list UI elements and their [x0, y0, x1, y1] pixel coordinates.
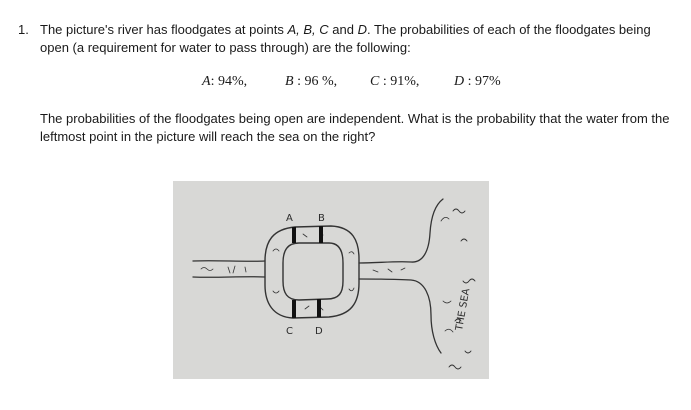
probability-value: 94%,	[217, 74, 248, 89]
intro-text-start: The picture's river has floodgates at points	[40, 22, 288, 37]
separator: :	[293, 74, 305, 89]
probability-c	[370, 74, 419, 90]
probability-list	[0, 74, 691, 94]
intro-text-end: . The probabilities of each of the floodgates being open (a requirement for water to pass through) are the following:	[40, 22, 651, 55]
gate-name: B	[285, 74, 294, 89]
probability-b	[285, 74, 337, 90]
gate-name: D	[454, 74, 465, 89]
separator: :	[210, 74, 218, 89]
label-sea: THE SEA	[454, 287, 473, 332]
problem-question: The probabilities of the floodgates being open are independent. What is the probability that the water from the leftmost point in the picture will reach the sea on the right?	[40, 111, 670, 144]
separator: :	[379, 74, 391, 89]
gate-name: C	[370, 74, 380, 89]
separator: :	[464, 74, 476, 89]
probability-d	[454, 74, 501, 90]
label-a: A	[286, 213, 293, 224]
gate-last: D	[357, 22, 367, 37]
gate-list: A, B, C	[287, 22, 329, 37]
label-c: C	[286, 326, 293, 337]
problem-number: 1.	[18, 22, 29, 37]
probability-value: 97%	[475, 74, 501, 89]
probability-value: 96 %,	[304, 74, 338, 89]
label-d: D	[315, 326, 323, 337]
problem-intro	[40, 21, 680, 57]
river-diagram	[173, 181, 489, 379]
paper-light	[173, 181, 489, 379]
gate-name: A	[202, 74, 211, 89]
probability-a	[202, 74, 247, 90]
probability-value: 91%,	[390, 74, 420, 89]
intro-and: and	[328, 22, 358, 37]
label-b: B	[318, 213, 325, 224]
river-drawing	[173, 181, 489, 379]
